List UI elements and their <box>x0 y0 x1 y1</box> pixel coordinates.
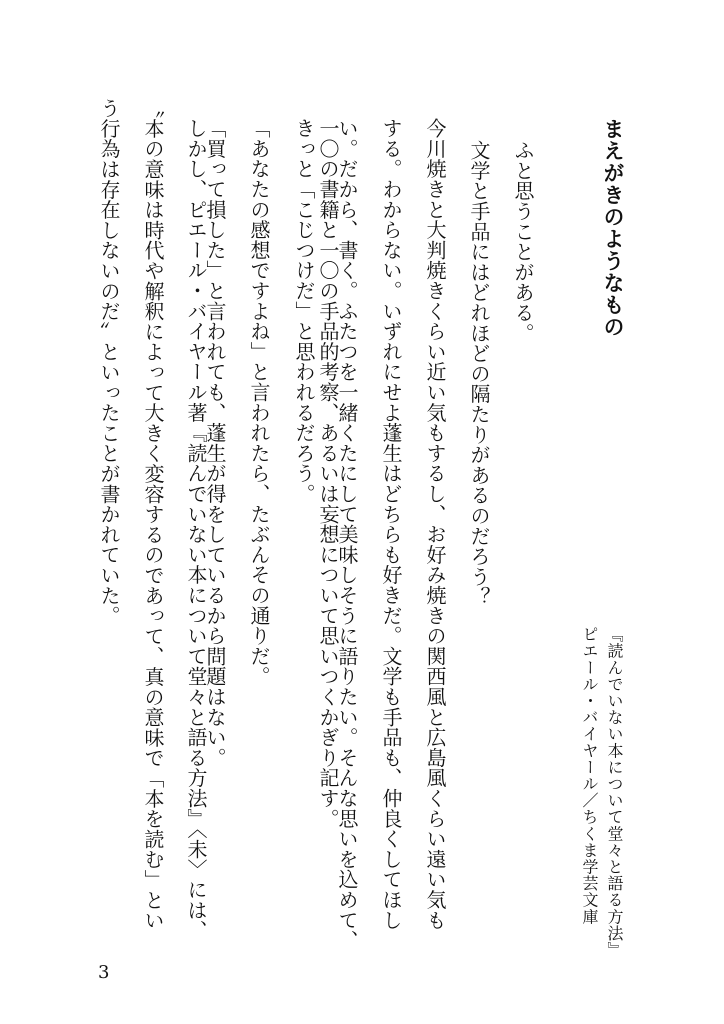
page-title: まえがきのようなもの <box>601 118 626 338</box>
body-line-1: ふと思うことがある。 <box>511 140 535 343</box>
body-line-3: 今川焼きと大判焼きくらい近い気もするし、お好み焼きの関西風と広島風くらい遠い気も <box>423 118 447 930</box>
body-line-6: 一〇の書籍と一〇の手品的考察、あるいは妄想について思いつくかぎり記す。 <box>316 118 340 829</box>
book-reference-title: 『読んでいない本について堂々と語る方法』 <box>605 626 624 958</box>
body-line-7: きっと「こじつけだ」と思われるだろう。 <box>292 118 316 504</box>
body-line-9: 「買って損した」と言われても、蓬生が得をしているから問題はない。 <box>203 118 227 768</box>
body-line-4: する。わからない。いずれにせよ蓬生はどちらも好きだ。文学も手品も、仲良くしてほし <box>379 118 403 930</box>
body-line-12: う行為は存在しないのだ〟といったことが書かれていた。 <box>97 98 121 626</box>
body-line-10: しかし、ピエール・バイヤール著『読んでいない本について堂々と語る方法』〈未〉には、 <box>184 118 208 941</box>
page-number: 3 <box>98 962 110 983</box>
book-reference-author: ピエール・バイヤール／ちくま学芸文庫 <box>580 626 599 925</box>
body-line-11: 〝本の意味は時代や解釈によって大きく変容するのであって、真の意味で「本を読む」とい <box>141 98 165 931</box>
body-line-5: い。だから、書く。ふたつを一緒くたにして美味しそうに語りたい。そんな思いを込めて、 <box>335 118 359 951</box>
body-line-8: 「あなたの感想ですよね」と言われたら、たぶんその通りだ。 <box>247 118 271 687</box>
body-line-2: 文学と手品にはどれほどの隔たりがあるのだろう？ <box>467 140 491 607</box>
